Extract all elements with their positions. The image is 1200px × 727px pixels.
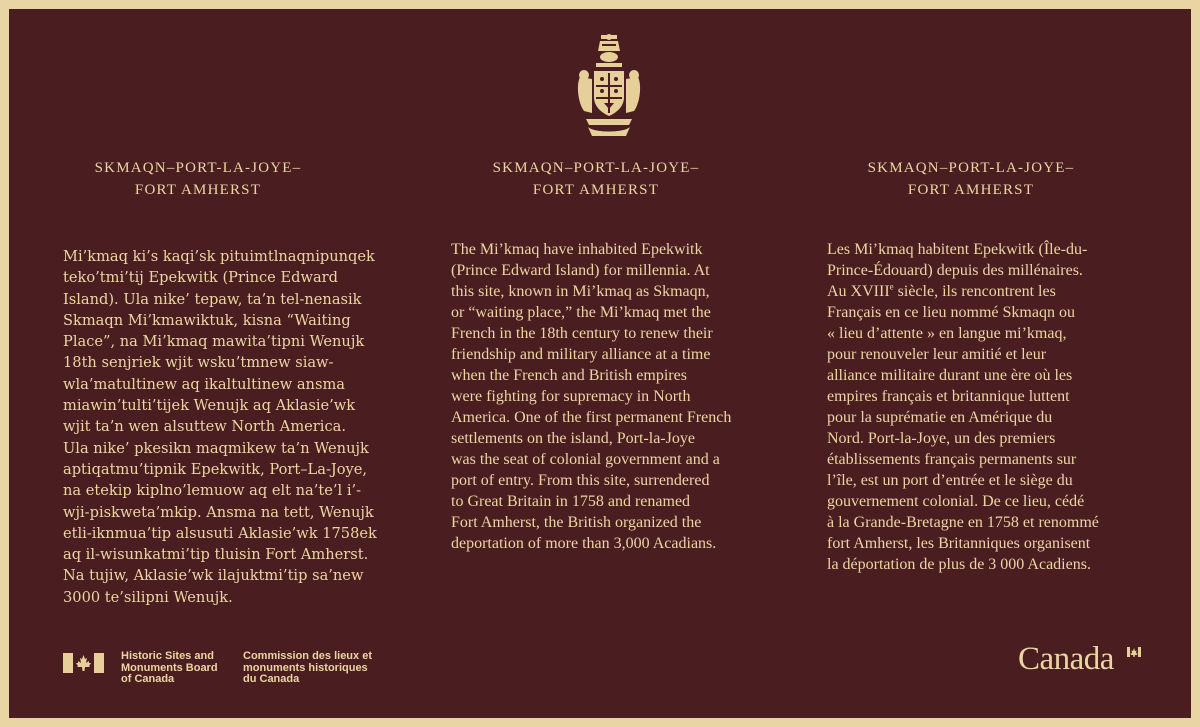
org-name-english: Historic Sites and Monuments Board of Canada [121, 650, 218, 685]
canada-flag-icon [63, 653, 104, 673]
heading-line-2: FORT AMHERST [532, 182, 660, 198]
column-heading [451, 157, 741, 201]
royal-coat-of-arms-icon [574, 33, 644, 137]
heading-line-2: FORT AMHERST [134, 182, 262, 198]
heading-line-1: SKMAQN–PORT-LA-JOYE– [94, 160, 302, 176]
column-body-text [827, 239, 1157, 575]
body-text-part-2: siècle, ils rencontrent les Français en ce lieu nommé Skmaqn ou « lieu d’attente » en langue mi’kmaq, pour renouveler leur amitié et leur alliance militaire durant une ère où les empires français et britannique luttent pour la suprématie en Amérique du Nord. Port-la-Joye, un des premiers établissements français permanents sur l’île, est un port d’entrée et le siège du gouvernement colonial. De ce lieu, cédé à la Grande-Bretagne en 1758 et renommé fort Amherst, les Britanniques organisent la déportation de plus de 3 000 Acadiens. [827, 283, 1099, 573]
column-mikmaq [63, 157, 408, 608]
column-heading [827, 157, 1115, 201]
column-french [827, 157, 1157, 575]
heading-line-2: FORT AMHERST [907, 182, 1035, 198]
column-heading [63, 157, 333, 201]
wordmark-flag-icon [1127, 647, 1141, 671]
column-english [451, 157, 781, 554]
column-body-text: The Mi’kmaq have inhabited Epekwitk (Prince Edward Island) for millennia. At this site, known in Mi’kmaq as Skmaqn, or “waiting place,” the Mi’kmaq met the French in the 18th century to renew their friendship and military alliance at a time when the French and British empires were fighting for supremacy in North America. One of the first permanent French settlements on the island, Port-la-Joye was the seat of colonial government and a port of entry. From this site, surrendered to Great Britain in 1758 and renamed Fort Amherst, the British organized the deportation of more than 3,000 Acadians. [451, 241, 732, 552]
body-text-part-1: Les Mi’kmaq habitent Epekwitk (Île-du- Prince-Édouard) depuis des millénaires. Au XVIII [827, 241, 1088, 300]
century-superscript: e [889, 281, 894, 292]
heading-line-1: SKMAQN–PORT-LA-JOYE– [867, 160, 1075, 176]
heading-line-1: SKMAQN–PORT-LA-JOYE– [492, 160, 700, 176]
column-body-text: Mi’kmaq ki’s kaqi’sk pituimtlnaqnipunqek teko’tmi’tij Epekwitk (Prince Edward Island). Ula nike’ tepaw, ta’n tel-nenasik Skmaqn Mi’kmawiktuk, kisna “Waiting Place”, na Mi’kmaq mawita’tipni Wenujk 18th senjriek wjit wsku’tmnew siaw- wla’matultinew aq ikaltultinew ansma miawin’tulti’tijek Wenujk aq Aklasie’wk wjit ta’n wen alsuttew North America. Ula nike’ pkesikn maqmikew ta’n Wenujk aptiqatmu’tipnik Epekwitk, Port–La-Joye, na etekip kiplno’lemuow aq elt na’te’l i’- wji-piskweta’mkip. Ansma na tett, Wenujk etli-iknmua’tip alsusuti Aklasie’wk 1758ek aq il-wisunkatmi’tip tluisin Fort Amherst. Na tujiw, Aklasie’wk ilajuktmi’tip sa’new 3000 te’silipni Wenujk. [63, 248, 377, 606]
canada-wordmark: Canada [1018, 641, 1114, 677]
plaque [9, 9, 1191, 718]
org-name-french: Commission des lieux et monuments historiques du Canada [243, 650, 372, 685]
